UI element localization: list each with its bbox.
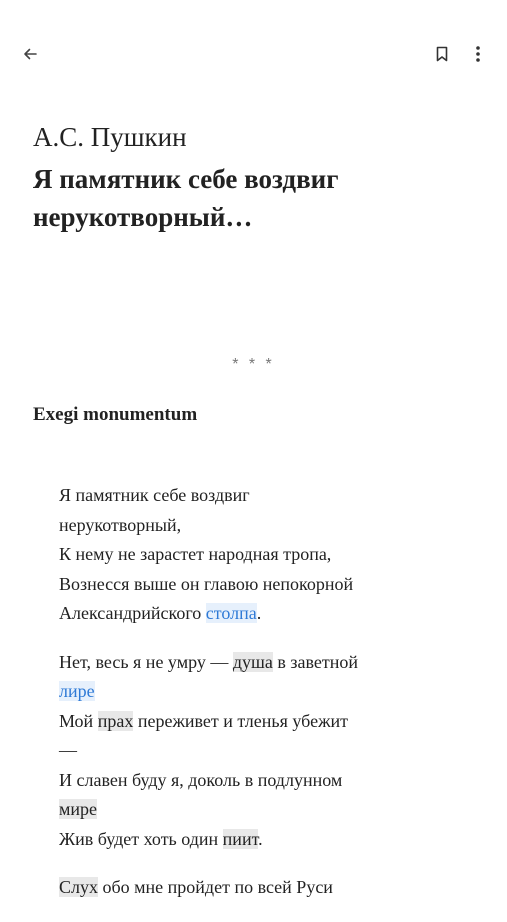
book-title — [33, 160, 473, 236]
author-name: А.С. Пушкин — [33, 122, 187, 152]
word: Жив будет хоть один — [59, 828, 223, 849]
bookmark-button[interactable] — [424, 36, 460, 72]
word: в заветной — [272, 651, 358, 672]
poem-line[interactable]: И славен буду я, доколь в подлунном — [59, 769, 343, 790]
more-vertical-icon — [475, 45, 481, 63]
title-line: Я памятник себе воздвиг — [33, 164, 339, 194]
word: . — [258, 828, 263, 849]
stanza — [59, 873, 449, 903]
poem-line[interactable] — [59, 677, 449, 707]
highlighted-word[interactable]: пиит — [222, 828, 259, 849]
highlighted-word[interactable]: прах — [97, 710, 134, 731]
bookmark-icon — [435, 46, 449, 62]
poem-line[interactable]: К нему не зарастет народная тропа, — [59, 544, 332, 564]
word: Александрийского — [59, 603, 206, 623]
poem-line[interactable] — [59, 648, 449, 678]
word: Нет, весь я не умру — — [59, 651, 233, 672]
arrow-back-icon — [22, 46, 38, 62]
poem-line[interactable] — [59, 599, 449, 629]
back-button[interactable] — [12, 36, 48, 72]
poem-line[interactable] — [59, 707, 449, 737]
epigraph: Exegi monumentum — [33, 404, 198, 425]
title-line: нерукотворный… — [33, 202, 253, 232]
poem-line[interactable]: — — [59, 740, 77, 760]
word: Мой — [59, 710, 98, 731]
highlighted-word[interactable]: душа — [232, 651, 273, 672]
poem-line[interactable] — [59, 825, 449, 855]
section-separator: * * * — [232, 356, 275, 373]
poem-line[interactable]: Вознесся выше он главою непокорной — [59, 573, 354, 594]
poem-line[interactable]: нерукотворный, — [59, 514, 182, 535]
poem-line[interactable] — [59, 795, 449, 825]
word: . — [256, 603, 262, 623]
top-toolbar — [0, 0, 507, 108]
word: переживет и тленья убежит — [133, 710, 349, 731]
footnote-link[interactable]: лире — [59, 681, 95, 701]
poem-body — [59, 481, 449, 922]
stanza — [59, 481, 449, 629]
more-options-button[interactable] — [460, 36, 496, 72]
word: обо мне пройдет по всей Руси — [98, 877, 333, 897]
highlighted-word[interactable]: мире — [59, 799, 98, 819]
highlighted-word[interactable]: Слух — [59, 877, 98, 897]
poem-line[interactable] — [59, 873, 449, 903]
poem-line[interactable]: Я памятник себе воздвиг — [59, 485, 250, 505]
stanza — [59, 648, 449, 855]
footnote-link[interactable]: столпа — [205, 603, 257, 623]
